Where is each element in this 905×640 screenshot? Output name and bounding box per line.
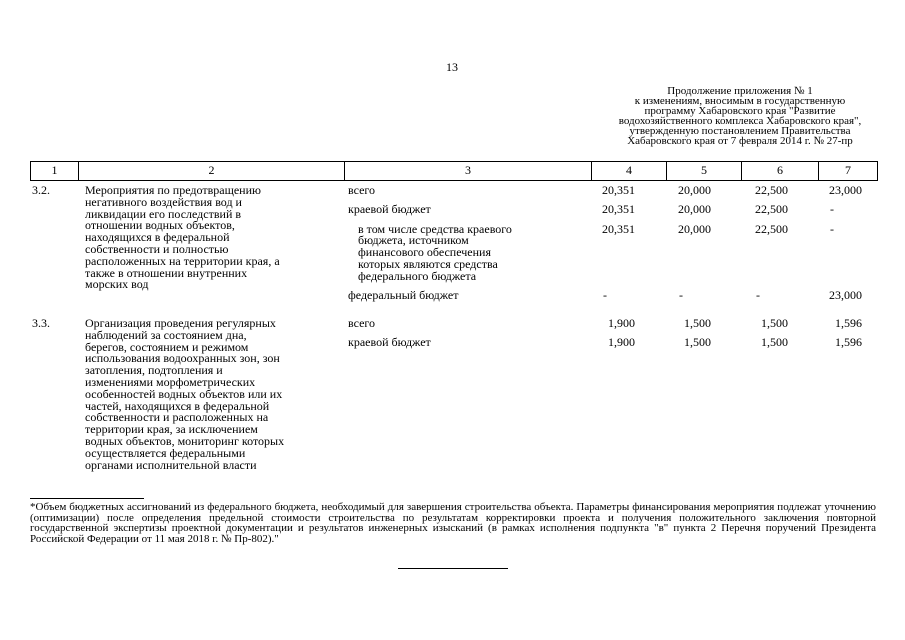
activity-name-line: негативного воздействия вод и	[85, 194, 242, 209]
amount-cell: 1,500	[761, 316, 788, 330]
funding-source-line: бюджета, источником	[358, 233, 469, 248]
amount-cell: 23,000	[829, 288, 862, 303]
continuation-line: утвержденную постановлением Правительства	[629, 125, 851, 137]
amount-cell: 20,351	[602, 221, 635, 236]
column-header: 7	[845, 163, 851, 177]
funding-source-line: в том числе средства краевого	[358, 221, 512, 236]
funding-source-line: краевой бюджет	[348, 335, 431, 350]
continuation-line: Хабаровского края от 7 февраля 2014 г. № 27-пр	[627, 135, 853, 147]
amount-cell: 23,000	[829, 183, 862, 197]
amount-cell: 1,500	[684, 335, 711, 350]
amount-cell: 22,500	[755, 221, 788, 236]
table-header-row	[30, 161, 878, 181]
continuation-line: Продолжение приложения № 1	[667, 85, 813, 97]
funding-source-line: которых являются средства	[358, 257, 498, 271]
activity-name-line: особенностей водных объектов или их	[85, 386, 283, 401]
amount-cell: 22,500	[755, 202, 788, 217]
activity-name-line: собственности и полностью	[85, 242, 229, 256]
funding-source-line: федеральный бюджет	[348, 288, 459, 303]
continuation-line: программу Хабаровского края "Развитие	[644, 105, 836, 117]
amount-cell: 20,351	[602, 183, 635, 197]
activity-name-line: собственности и расположенных на	[85, 410, 269, 425]
funding-source-line: всего	[348, 316, 376, 330]
page-number: 13	[446, 60, 458, 74]
amount-cell: 1,900	[608, 316, 635, 330]
amount-cell: 1,596	[835, 335, 862, 350]
activity-name-line: отношении водных объектов,	[85, 218, 235, 233]
amount-cell: 20,000	[678, 202, 711, 217]
amount-cell: 1,596	[835, 316, 862, 330]
activity-name-line: также в отношении внутренних	[85, 265, 248, 280]
row-number: 3.2.	[32, 183, 50, 197]
amount-cell: 20,000	[678, 221, 711, 236]
activity-name-line: расположенных на территории края, а	[85, 253, 280, 268]
activity-name-line: органами исполнительной власти	[85, 457, 257, 472]
activity-name-line: изменениями морфометрических	[85, 375, 256, 389]
amount-cell: 20,351	[602, 202, 635, 217]
column-header: 5	[667, 162, 742, 180]
activity-name-line: водных объектов, мониторинг которых	[85, 434, 285, 448]
amount-cell: -	[830, 202, 834, 217]
activity-name-line: Мероприятия по предотвращению	[85, 183, 261, 197]
end-separator	[398, 568, 508, 569]
activity-name-line: затопления, подтопления и	[85, 363, 223, 378]
funding-source-line: всего	[348, 183, 376, 197]
column-header: 6	[742, 162, 819, 180]
amount-cell: 1,500	[761, 335, 788, 350]
column-header: 2	[79, 162, 345, 180]
continuation-line: к изменениям, вносимым в государственную	[634, 95, 846, 107]
footnote-separator	[30, 498, 144, 499]
activity-name-line: осуществляется федеральными	[85, 445, 246, 460]
continuation-line: водохозяйственного комплекса Хабаровского края",	[618, 115, 862, 127]
row-number: 3.3.	[32, 316, 50, 330]
column-header: 3	[345, 162, 592, 180]
activity-name-line: берегов, состоянием и режимом	[85, 339, 249, 354]
amount-cell: 22,500	[755, 183, 788, 197]
funding-source-line: краевой бюджет	[348, 202, 431, 217]
amount-cell: 1,500	[684, 316, 711, 330]
activity-name-line: частей, находящихся в федеральной	[85, 398, 270, 413]
funding-source-line: федерального бюджета	[358, 268, 477, 283]
footnote-text: *Объем бюджетных ассигнований из федерального бюджета, необходимый для завершения строительства объекта. Параметры финансирования мероприятия подлежат уточнению (оптимизации) после определения предельной стоимости строительства по результатам корректировки проекта и получения положительного заключения повторной государственной экспертизы проектной документации и результатов инженерных изысканий (в рамках исполнения подпункта "в" пункта 2 Перечня поручений Президента Российской Федерации от 11 мая 2018 г. № Пр-802)."	[30, 501, 876, 545]
funding-source-line: финансового обеспечения	[358, 245, 491, 260]
activity-name-line: территории края, за исключением	[85, 422, 258, 437]
amount-cell: -	[756, 288, 760, 303]
column-header: 4	[592, 162, 667, 180]
amount-cell: 1,900	[608, 335, 635, 350]
amount-cell: -	[830, 221, 834, 236]
activity-name-line: наблюдений за состоянием дна,	[85, 327, 247, 342]
activity-name-line: использования водоохранных зон, зон	[85, 351, 280, 366]
activity-name-line: ликвидации его последствий в	[85, 206, 242, 221]
activity-name-line: морских вод	[85, 277, 149, 292]
amount-cell: 20,000	[678, 183, 711, 197]
activity-name-line: находящихся в федеральной	[85, 230, 230, 245]
activity-name-line: Организация проведения регулярных	[85, 316, 276, 330]
amount-cell: -	[679, 288, 683, 303]
amount-cell: -	[603, 288, 607, 303]
column-header: 1	[31, 162, 79, 180]
continuation-header	[605, 86, 875, 146]
